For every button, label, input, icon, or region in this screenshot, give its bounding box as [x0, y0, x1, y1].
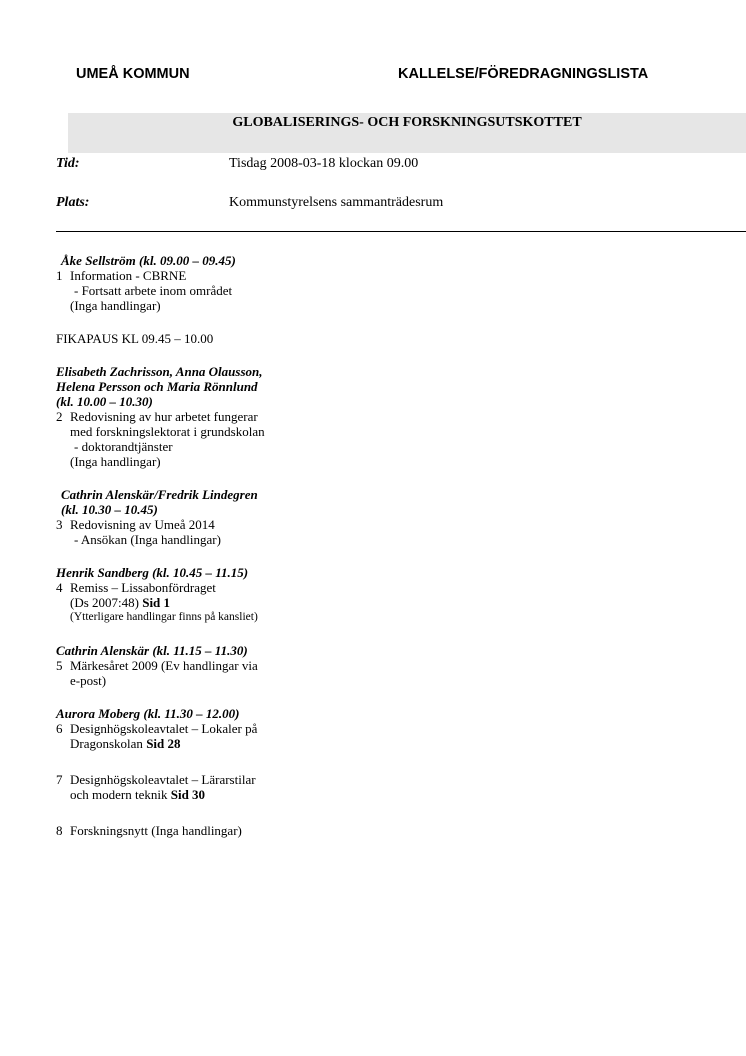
item-title: Märkesåret 2009 (Ev handlingar via	[70, 658, 258, 673]
place-label: Plats:	[56, 195, 90, 210]
agenda-item-2	[56, 409, 376, 424]
speaker-2-time: (kl. 10.00 – 10.30)	[56, 394, 153, 409]
page-reference: Sid 28	[146, 736, 181, 751]
divider	[56, 231, 746, 232]
item-title: Redovisning av hur arbetet fungerar	[70, 409, 258, 424]
speaker-2-cont: Helena Persson och Maria Rönnlund	[56, 379, 258, 394]
time-value: Tisdag 2008-03-18 klockan 09.00	[229, 156, 419, 171]
agenda-item-3	[56, 517, 376, 532]
item-number: 7	[56, 772, 63, 787]
item-note: - doktorandtjänster	[74, 439, 173, 454]
item-note: (Ytterligare handlingar finns på kansliet)	[70, 611, 258, 623]
item-line	[56, 595, 376, 610]
item-title: Remiss – Lissabonfördraget	[70, 580, 216, 595]
speaker-5: Cathrin Alenskär (kl. 11.15 – 11.30)	[56, 643, 248, 658]
item-line	[56, 787, 376, 802]
item-note: - Fortsatt arbete inom området	[74, 283, 233, 298]
agenda-item-7	[56, 772, 376, 787]
item-number: 8	[56, 823, 63, 838]
item-line	[56, 736, 376, 751]
coffee-break: FIKAPAUS KL 09.45 – 10.00	[56, 331, 214, 346]
item-title: Information - CBRNE	[70, 268, 187, 283]
item-note: (Inga handlingar)	[70, 298, 161, 313]
document-type: KALLELSE/FÖREDRAGNINGSLISTA	[398, 66, 649, 82]
agenda-item-5	[56, 658, 376, 673]
item-number: 6	[56, 721, 63, 736]
committee-title: GLOBALISERINGS- OCH FORSKNINGSUTSKOTTET	[232, 115, 582, 130]
item-line-text: och modern teknik	[70, 787, 168, 802]
item-number: 5	[56, 658, 63, 673]
agenda-item-1	[56, 268, 376, 283]
speaker-2: Elisabeth Zachrisson, Anna Olausson,	[56, 364, 263, 379]
item-number: 4	[56, 580, 63, 595]
item-line-text: Dragonskolan	[70, 736, 143, 751]
item-note: (Inga handlingar)	[70, 454, 161, 469]
speaker-3: Cathrin Alenskär/Fredrik Lindegren	[61, 487, 258, 502]
agenda	[56, 253, 376, 838]
speaker-6: Aurora Moberg (kl. 11.30 – 12.00)	[56, 706, 240, 721]
page-reference: Sid 1	[142, 595, 171, 610]
speaker-1: Åke Sellström (kl. 09.00 – 09.45)	[61, 253, 236, 268]
item-line: med forskningslektorat i grundskolan	[70, 424, 265, 439]
item-number: 2	[56, 409, 63, 424]
organization-name: UMEÅ KOMMUN	[76, 66, 190, 82]
item-number: 1	[56, 268, 63, 283]
item-title: Redovisning av Umeå 2014	[70, 517, 215, 532]
item-note: - Ansökan (Inga handlingar)	[74, 532, 221, 547]
agenda-item-8	[56, 823, 376, 838]
item-line: e-post)	[70, 673, 107, 688]
item-ref-doc: (Ds 2007:48)	[70, 595, 139, 610]
place-value: Kommunstyrelsens sammanträdesrum	[229, 195, 444, 210]
page-reference: Sid 30	[170, 787, 206, 802]
item-title: Designhögskoleavtalet – Lärarstilar	[70, 772, 256, 787]
item-title: Forskningsnytt (Inga handlingar)	[70, 823, 242, 838]
agenda-item-6	[56, 721, 376, 736]
time-label: Tid:	[56, 156, 80, 171]
item-number: 3	[56, 517, 63, 532]
speaker-4: Henrik Sandberg (kl. 10.45 – 11.15)	[56, 565, 249, 580]
speaker-3-time: (kl. 10.30 – 10.45)	[61, 502, 158, 517]
agenda-item-4	[56, 580, 376, 595]
item-title: Designhögskoleavtalet – Lokaler på	[70, 721, 258, 736]
